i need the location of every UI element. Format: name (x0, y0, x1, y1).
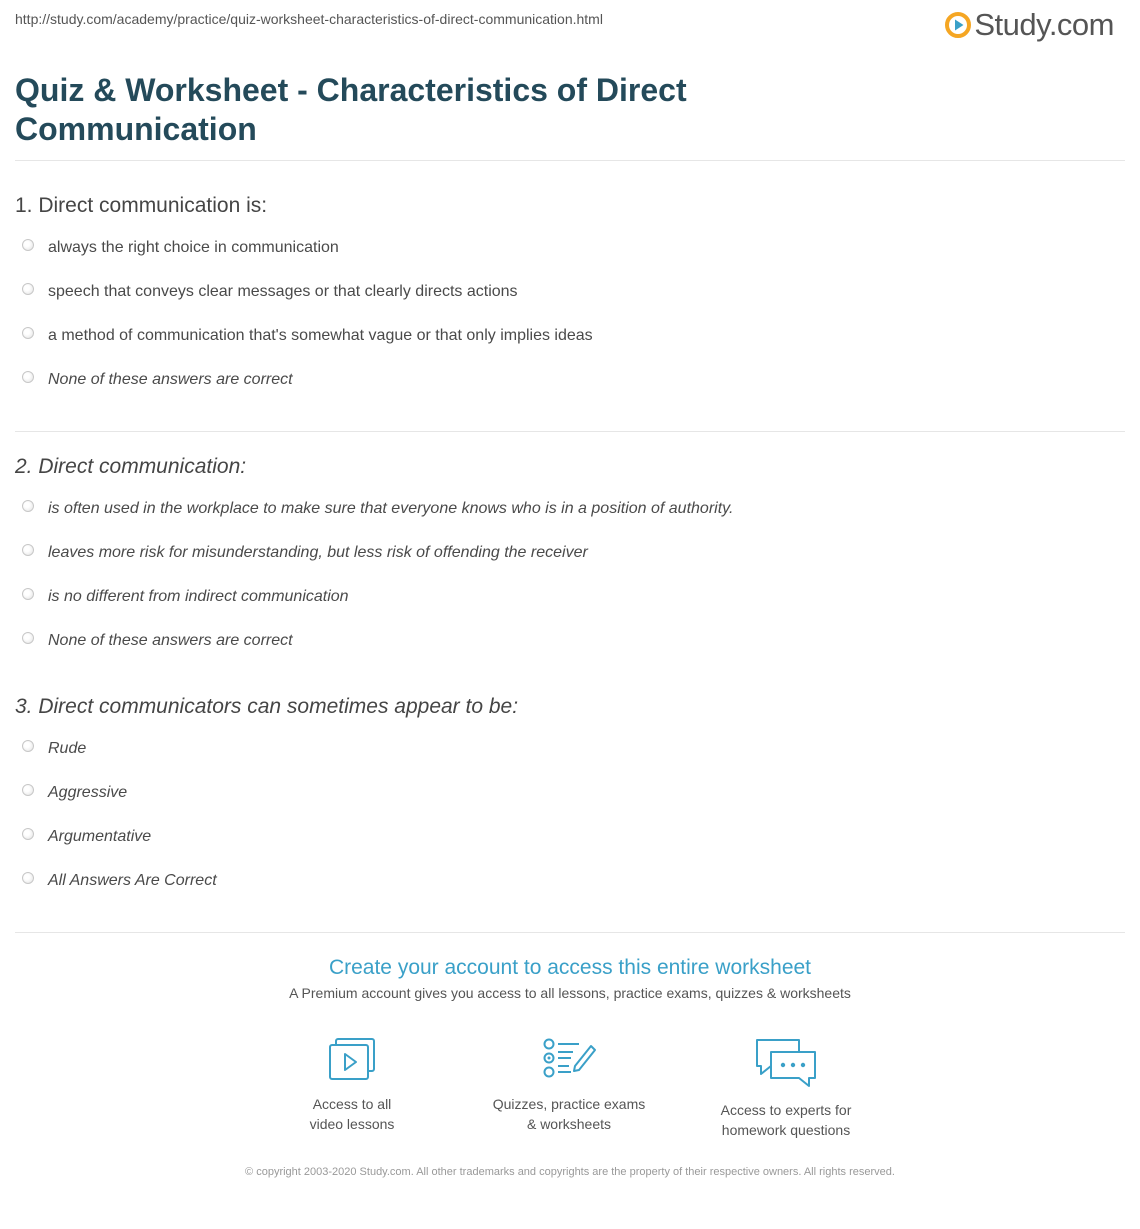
feature-line: Access to all (312, 1096, 392, 1112)
feature-line: video lessons (309, 1116, 395, 1132)
copyright-text: © copyright 2003-2020 Study.com. All other trademarks and copyrights are the property of their respective owners. All rights reserved. (245, 1166, 895, 1178)
radio-button[interactable] (22, 327, 34, 339)
radio-button[interactable] (22, 872, 34, 884)
radio-button[interactable] (22, 500, 34, 512)
question-2-option-1[interactable]: is often used in the workplace to make sure that everyone knows who is in a position of authority. (22, 500, 733, 518)
divider (15, 932, 1125, 933)
question-1-option-3[interactable]: a method of communication that's somewhat vague or that only implies ideas (22, 327, 593, 345)
question-1-option-4[interactable]: None of these answers are correct (22, 371, 293, 389)
feature-quizzes (459, 1036, 679, 1134)
page-url: http://study.com/academy/practice/quiz-worksheet-characteristics-of-direct-communication.html (15, 11, 603, 27)
question-2-option-2[interactable]: leaves more risk for misunderstanding, but less risk of offending the receiver (22, 544, 588, 562)
question-2-option-3[interactable]: is no different from indirect communication (22, 588, 349, 606)
cta-subtitle: A Premium account gives you access to all lessons, practice exams, quizzes & worksheets (289, 985, 851, 1001)
feature-video-lessons (242, 1036, 462, 1134)
radio-button[interactable] (22, 239, 34, 251)
feature-line: Access to experts for (720, 1102, 852, 1118)
divider (15, 431, 1125, 432)
question-2-option-4[interactable]: None of these answers are correct (22, 632, 293, 650)
play-logo-icon (945, 12, 971, 38)
quiz-list-icon (541, 1036, 597, 1082)
feature-experts (676, 1036, 896, 1140)
question-3-title: 3. Direct communicators can sometimes appear to be: (15, 695, 519, 718)
feature-line: homework questions (721, 1122, 851, 1138)
feature-line: & worksheets (526, 1116, 612, 1132)
question-3-option-1[interactable]: Rude (22, 740, 86, 758)
study-logo[interactable] (945, 7, 1114, 43)
chat-bubbles-icon (753, 1036, 819, 1088)
video-lessons-icon (326, 1036, 378, 1082)
question-1-title: 1. Direct communication is: (15, 194, 268, 217)
question-3-option-4[interactable]: All Answers Are Correct (22, 872, 217, 890)
logo-text: Study.com (974, 7, 1114, 42)
radio-button[interactable] (22, 371, 34, 383)
question-1-option-1[interactable]: always the right choice in communication (22, 239, 339, 257)
create-account-link[interactable]: Create your account to access this entire worksheet (328, 956, 812, 979)
divider (15, 160, 1125, 161)
radio-button[interactable] (22, 283, 34, 295)
question-2-title: 2. Direct communication: (15, 455, 247, 478)
question-3-option-2[interactable]: Aggressive (22, 784, 127, 802)
question-3-option-3[interactable]: Argumentative (22, 828, 151, 846)
radio-button[interactable] (22, 740, 34, 752)
radio-button[interactable] (22, 784, 34, 796)
radio-button[interactable] (22, 544, 34, 556)
question-1-option-2[interactable]: speech that conveys clear messages or that clearly directs actions (22, 283, 518, 301)
radio-button[interactable] (22, 632, 34, 644)
page-title: Quiz & Worksheet - Characteristics of Direct Communication (15, 72, 687, 147)
radio-button[interactable] (22, 828, 34, 840)
radio-button[interactable] (22, 588, 34, 600)
feature-line: Quizzes, practice exams (492, 1096, 646, 1112)
